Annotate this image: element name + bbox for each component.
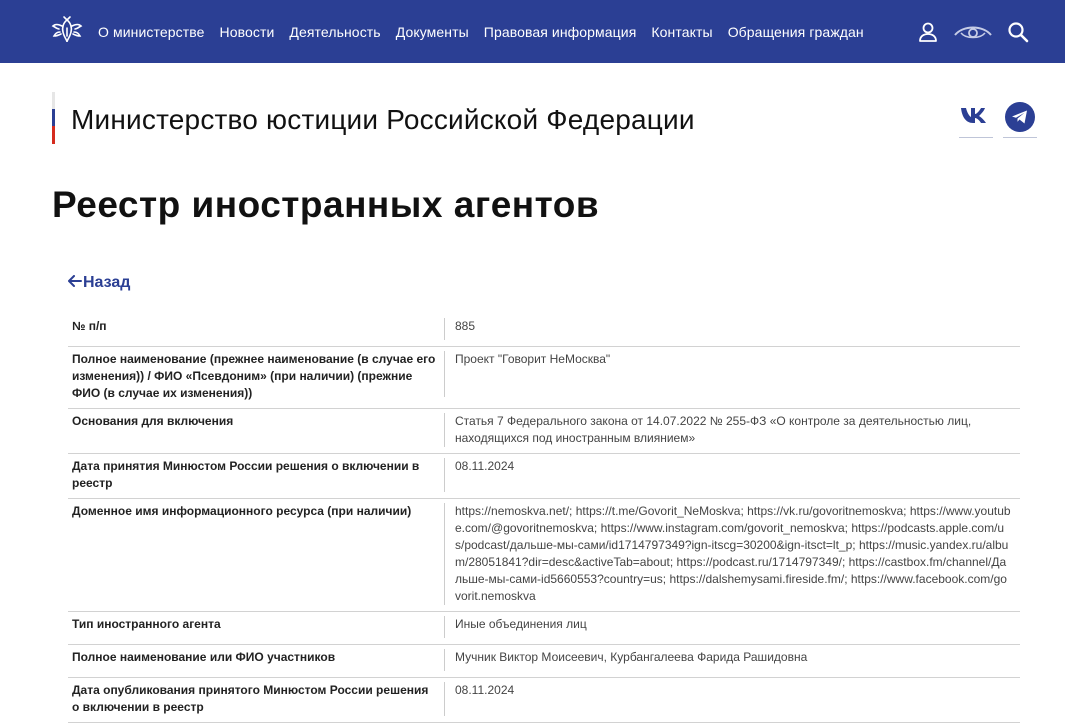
vk-icon[interactable] <box>959 102 993 138</box>
row-value: Иные объединения лиц <box>444 616 1012 638</box>
nav-item-about[interactable]: О министерстве <box>98 23 205 40</box>
nav-item-documents[interactable]: Документы <box>395 23 469 40</box>
main-nav <box>98 0 879 63</box>
row-label: Дата принятия Минюстом России решения о включении в реестр <box>68 454 444 499</box>
search-icon[interactable] <box>1007 21 1029 43</box>
flag-stripe-blue <box>52 109 55 126</box>
page-title: Реестр иностранных агентов <box>52 184 600 225</box>
org-header <box>52 92 752 144</box>
emblem-icon[interactable] <box>50 14 84 48</box>
row-value: 885 <box>444 318 1012 340</box>
table-row <box>68 314 1020 347</box>
user-icon[interactable] <box>917 21 939 43</box>
row-label: Полное наименование (прежнее наименование (в случае его изменения)) / ФИО «Псевдоним» (при наличии) (прежние ФИО (в случае их изменения)) <box>68 347 444 409</box>
table-row <box>68 645 1020 678</box>
table-row <box>68 454 1020 499</box>
row-label: Дата опубликования принятого Минюстом России решения о включении в реестр <box>68 678 444 723</box>
row-label: Полное наименование или ФИО участников <box>68 645 444 678</box>
back-link[interactable] <box>68 274 130 292</box>
table-row <box>68 612 1020 645</box>
registry-table <box>68 314 1020 723</box>
row-label: № п/п <box>68 314 444 347</box>
table-row <box>68 409 1020 454</box>
row-value: 08.11.2024 <box>444 682 1012 716</box>
row-label: Доменное имя информационного ресурса (при наличии) <box>68 499 444 612</box>
nav-item-activity[interactable]: Деятельность <box>289 23 381 40</box>
eye-icon[interactable] <box>953 21 993 43</box>
flag-stripe-white <box>52 92 55 109</box>
resource-links[interactable]: https://nemoskva.net/; https://t.me/Govorit_NeMoskva; https://vk.ru/govoritnemoskva; https://www.youtube.com/@govoritnemoskva; https://www.instagram.com/govorit_nemoskva; https://podcasts.apple.com/us/podcast/дальше-мы-сами/id1714797349?ign-itscg=30200&ign-itsct=lt_p; https://music.yandex.ru/album/28051841?dir=desc&activeTab=about; https://podcast.ru/1714797349/; https://castbox.fm/channel/Дальше-мы-сами-id5660553?country=us; https://dalshemysami.fireside.fm/; https://www.facebook.com/govorit.nemoskva <box>444 503 1012 605</box>
nav-item-contacts[interactable]: Контакты <box>651 23 713 40</box>
header-actions <box>903 0 1029 63</box>
table-row <box>68 678 1020 723</box>
telegram-icon[interactable] <box>1003 102 1037 138</box>
table-row <box>68 347 1020 409</box>
row-label: Основания для включения <box>68 409 444 454</box>
top-navigation-bar <box>0 0 1065 63</box>
nav-item-news[interactable]: Новости <box>219 23 275 40</box>
arrow-left-icon <box>68 274 82 292</box>
row-value: Статья 7 Федерального закона от 14.07.2022 № 255-ФЗ «О контроле за деятельностью лиц, находящихся под иностранным влиянием» <box>444 413 1012 447</box>
nav-item-legal-info[interactable]: Правовая информация <box>483 23 637 40</box>
row-label: Тип иностранного агента <box>68 612 444 645</box>
row-value: 08.11.2024 <box>444 458 1012 492</box>
flag-stripe-red <box>52 126 55 144</box>
org-title: Министерство юстиции Российской Федерации <box>71 104 695 135</box>
table-row <box>68 499 1020 612</box>
back-label: Назад <box>83 274 131 291</box>
row-value: Проект "Говорит НеМосква" <box>444 351 1012 397</box>
row-value: Мучник Виктор Моисеевич, Курбангалеева Фарида Рашидовна <box>444 649 1012 671</box>
nav-item-appeals[interactable]: Обращения граждан <box>727 23 864 40</box>
social-links <box>949 102 1037 138</box>
